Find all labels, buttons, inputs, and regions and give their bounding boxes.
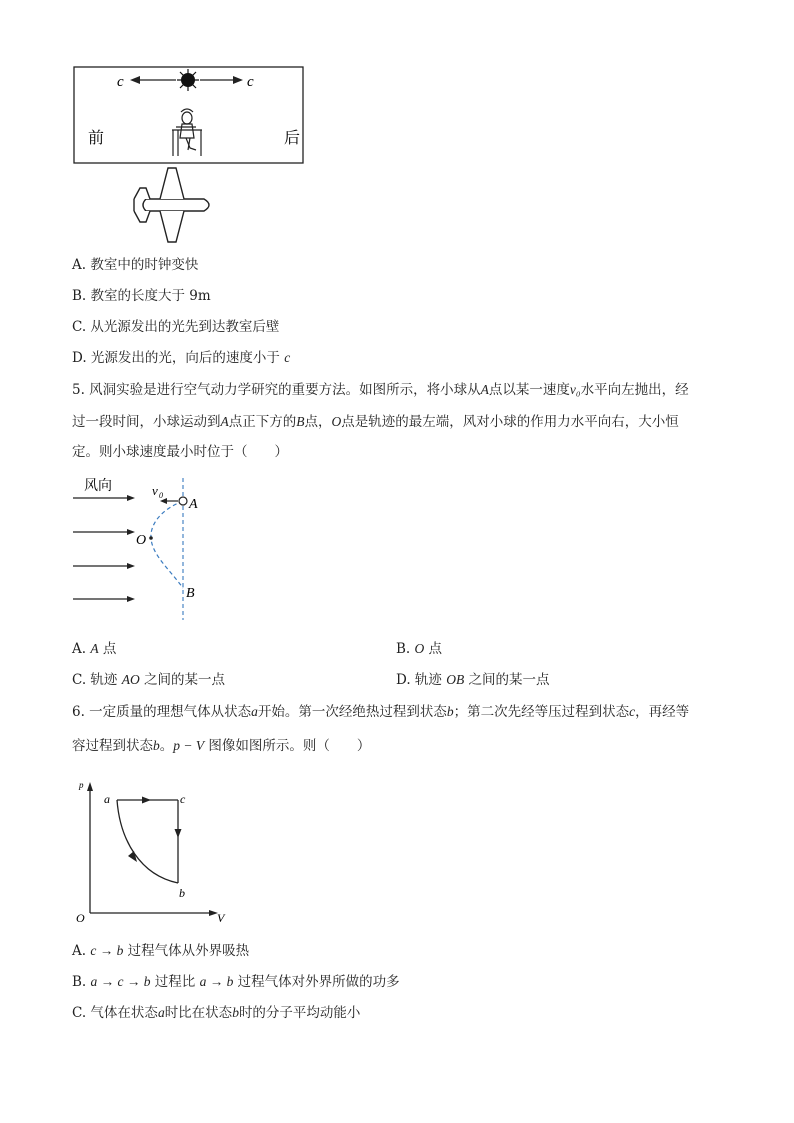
- option-var: O: [414, 641, 425, 656]
- classroom-figure: [0, 0, 794, 260]
- option-expr: a → b: [199, 974, 234, 989]
- q6-option-a[interactable]: [72, 942, 249, 960]
- q4-option-d-text: D. 光源发出的光，向后的速度小于: [72, 350, 280, 366]
- q5-text: 5. 风洞实验是进行空气动力学研究的重要方法。如图所示，将小球从: [72, 382, 481, 398]
- point-O-dot: [149, 536, 153, 540]
- q5-option-b[interactable]: [396, 640, 442, 658]
- option-var: b: [232, 1005, 239, 1020]
- option-text: 之间的某一点: [464, 672, 550, 688]
- q6-text: 图像如图所示。则（ ）: [204, 738, 371, 754]
- q5-option-a[interactable]: [72, 640, 116, 658]
- q5-stem-line2: [72, 413, 679, 431]
- q5-option-c[interactable]: [72, 671, 225, 689]
- state-c-label: c: [180, 792, 186, 806]
- option-text: A.: [72, 641, 91, 657]
- point-O-label: O: [136, 533, 147, 548]
- q4-option-a[interactable]: A. 教室中的时钟变快: [72, 257, 199, 273]
- q4-option-c[interactable]: C. 从光源发出的光先到达教室后壁: [72, 319, 280, 335]
- option-text: C. 轨迹: [72, 672, 122, 688]
- state-a-label: a: [104, 792, 110, 806]
- q6-var-a: a: [251, 704, 258, 719]
- left-c-label: c: [117, 74, 124, 90]
- option-text: B.: [72, 974, 91, 990]
- airplane-icon: [134, 168, 209, 242]
- q6-stem-line1: [72, 703, 689, 721]
- q6-stem-line2: [72, 737, 370, 755]
- trajectory-curve: [151, 501, 183, 588]
- q5-text: 点是轨迹的最左端，风对小球的作用力水平向右，大小恒: [341, 414, 679, 430]
- option-var: A: [90, 641, 99, 656]
- option-text: 过程气体从外界吸热: [123, 943, 250, 959]
- q5-stem-line1: [72, 381, 689, 399]
- q5-var-A: A: [480, 382, 489, 397]
- option-text: 之间的某一点: [139, 672, 226, 688]
- option-text: D. 轨迹: [396, 672, 447, 688]
- adiabatic-curve: [117, 800, 178, 883]
- q6-text: 容过程到状态: [72, 738, 153, 754]
- option-text: 点: [98, 641, 117, 657]
- q4-option-b[interactable]: B. 教室的长度大于 9m: [72, 288, 211, 304]
- q6-pv-label: p − V: [173, 738, 205, 753]
- v0-label: v: [152, 483, 158, 498]
- option-text: 过程比: [150, 974, 200, 990]
- point-A-ball: [179, 497, 187, 505]
- option-text: B.: [396, 641, 415, 657]
- q6-var-c: c: [629, 704, 636, 719]
- q5-text: 水平向左抛出，经: [580, 382, 689, 398]
- point-A-label: A: [189, 497, 198, 512]
- option-var: a: [157, 1005, 165, 1020]
- q6-option-c[interactable]: [72, 1004, 360, 1022]
- person-icon: [172, 109, 202, 156]
- q6-text: ，再经等: [635, 704, 690, 720]
- p-axis-label: p: [79, 780, 84, 790]
- option-expr: c → b: [90, 943, 124, 958]
- q4-option-d[interactable]: [72, 349, 290, 367]
- q5-var-O: O: [331, 414, 342, 429]
- front-label: 前: [88, 128, 105, 147]
- q5-text: 点以某一速度: [488, 382, 570, 398]
- q5-stem-line3: 定。则小球速度最小时位于（ ）: [72, 444, 288, 460]
- q6-text: 开始。第一次经绝热过程到状态: [257, 704, 447, 720]
- q5-option-d[interactable]: [396, 671, 550, 689]
- q5-text: 点，: [304, 414, 332, 430]
- q6-var-b: b: [446, 704, 454, 719]
- wind-tunnel-figure: [0, 470, 794, 630]
- q5-var-B: B: [296, 414, 305, 429]
- option-var: AO: [121, 672, 140, 687]
- point-B-label: B: [186, 586, 195, 601]
- pv-diagram: [0, 770, 794, 930]
- back-label: 后: [284, 128, 301, 147]
- q5-var-v0: v₀: [569, 382, 581, 397]
- q5-text: 过一段时间，小球运动到: [72, 414, 221, 430]
- option-var: OB: [446, 672, 465, 687]
- q5-text: 点正下方的: [228, 414, 297, 430]
- v0-subscript: 0: [159, 491, 163, 500]
- option-expr: a → c → b: [90, 974, 151, 989]
- q5-var-A: A: [220, 414, 229, 429]
- option-text: 时比在状态: [164, 1005, 233, 1021]
- wind-direction-label: 风向: [84, 478, 112, 494]
- option-text: 时的分子平均动能小: [238, 1005, 361, 1021]
- q6-text: 。: [159, 738, 174, 754]
- right-c-label: c: [247, 74, 254, 90]
- q6-text: ；第二次先经等压过程到状态: [453, 704, 630, 720]
- q6-text: 6. 一定质量的理想气体从状态: [72, 704, 252, 720]
- option-text: C. 气体在状态: [72, 1005, 158, 1021]
- option-text: A.: [72, 943, 91, 959]
- v-axis-label: V: [217, 911, 225, 925]
- option-text: 点: [424, 641, 443, 657]
- option-text: 过程气体对外界所做的功多: [233, 974, 400, 990]
- origin-label: O: [76, 911, 85, 925]
- q6-option-b[interactable]: [72, 973, 400, 991]
- q6-var-b: b: [153, 738, 160, 753]
- q4-option-d-var: c: [284, 350, 291, 365]
- state-b-label: b: [179, 886, 185, 900]
